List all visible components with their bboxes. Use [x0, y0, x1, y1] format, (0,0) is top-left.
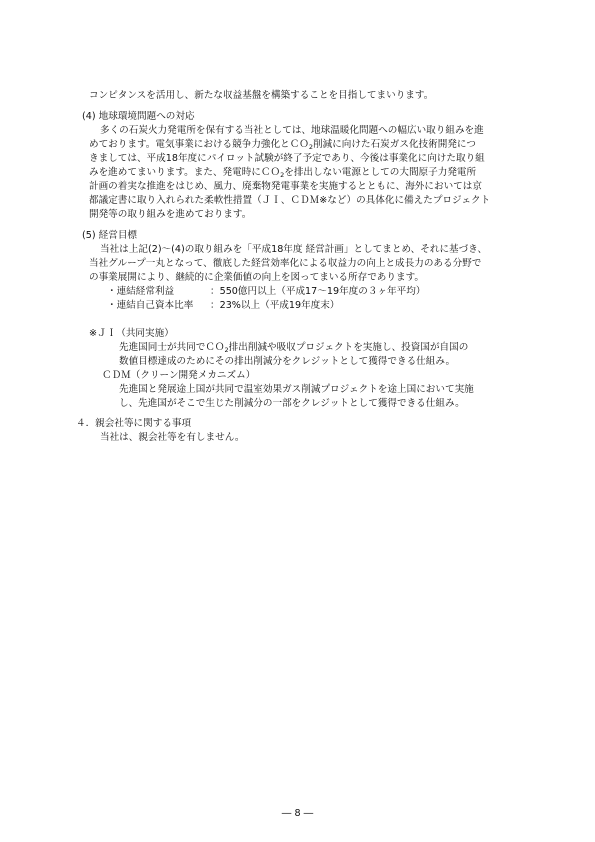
subscript-2: 2 — [280, 171, 285, 179]
ji-heading: ※ＪＩ（共同実施） — [89, 328, 174, 339]
section4-line: 多くの石炭火力発電所を保有する当社としては、地球温暖化問題への幅広い取り組みを進 — [100, 125, 484, 136]
section4-line: 計画の着実な推進をはじめ、風力、廃棄物発電事業を実施するとともに、海外においては京 — [89, 181, 482, 192]
section4-heading: (4) 地球環境問題への対応 — [82, 111, 195, 122]
section4-line: 開発等の取り組みを進めております。 — [89, 209, 252, 220]
section5-line: の事業展開により、継続的に企業価値の向上を図ってまいる所存であります。 — [89, 272, 425, 283]
section5-line: 当社は上記(2)～(4)の取り組みを「平成18年度 経営計画」としてまとめ、それに基づき、 — [100, 244, 488, 255]
intro-line: コンピタンスを活用し、新たな収益基盤を構築することを目指してまいります。 — [89, 90, 434, 101]
ji-text: 先進国同士が共同でＣＯ — [119, 342, 225, 353]
section4-text: 削減に向けた石炭ガス化技術開発につ — [313, 139, 476, 150]
section4-line: きましては、平成18年度にパイロット試験が終了予定であり、今後は事業化に向けた取り組 — [89, 153, 485, 164]
subscript-2: 2 — [308, 143, 314, 151]
page-number: ― 8 ― — [281, 808, 314, 819]
ji-text: 排出削減や吸収プロジェクトを実施し、投資国が自国の — [228, 342, 469, 353]
section4-text: めております。電気事業における競争力強化とＣＯ — [89, 139, 309, 150]
section4-line — [89, 166, 476, 180]
target-value: ：550億円以上（平成17～19年度の３ヶ年平均） — [210, 286, 426, 297]
target-label: ・連結自己資本比率 — [107, 300, 194, 311]
section5-line: 当社グループ一丸となって、徹底した経営効率化による収益力の向上と成長力のある分野で — [89, 258, 482, 269]
cdm-heading: ＣＤＭ（クリーン開発メカニズム） — [102, 370, 256, 381]
parent-heading: ４．親会社等に関する事項 — [76, 418, 192, 429]
section4-line — [89, 138, 476, 152]
ji-line — [119, 341, 468, 355]
section5-heading: (5) 経営目標 — [82, 230, 138, 241]
ji-line: 数値目標達成のためにその排出削減分をクレジットとして獲得できる仕組み。 — [119, 356, 456, 367]
cdm-line: 先進国と発展途上国が共同で温室効果ガス削減プロジェクトを途上国において実施 — [119, 384, 474, 395]
section4-text: を排出しない電源としての大間原子力発電所 — [284, 167, 477, 178]
target-label: ・連結経常利益 — [107, 286, 175, 297]
target-value: ：23%以上（平成19年度末） — [210, 300, 340, 311]
section4-line: 都議定書に取り入れられた柔軟性措置（ＪＩ、ＣＤＭ※など）の具体化に備えたプロジェクト — [89, 195, 491, 206]
cdm-line: し、先進国がそこで生じた削減分の一部をクレジットとして獲得できる仕組み。 — [119, 398, 465, 409]
parent-line: 当社は、親会社等を有しません。 — [100, 432, 245, 443]
subscript-2: 2 — [224, 346, 229, 354]
section4-text: みを進めてまいります。また、発電時にＣＯ — [89, 167, 281, 178]
